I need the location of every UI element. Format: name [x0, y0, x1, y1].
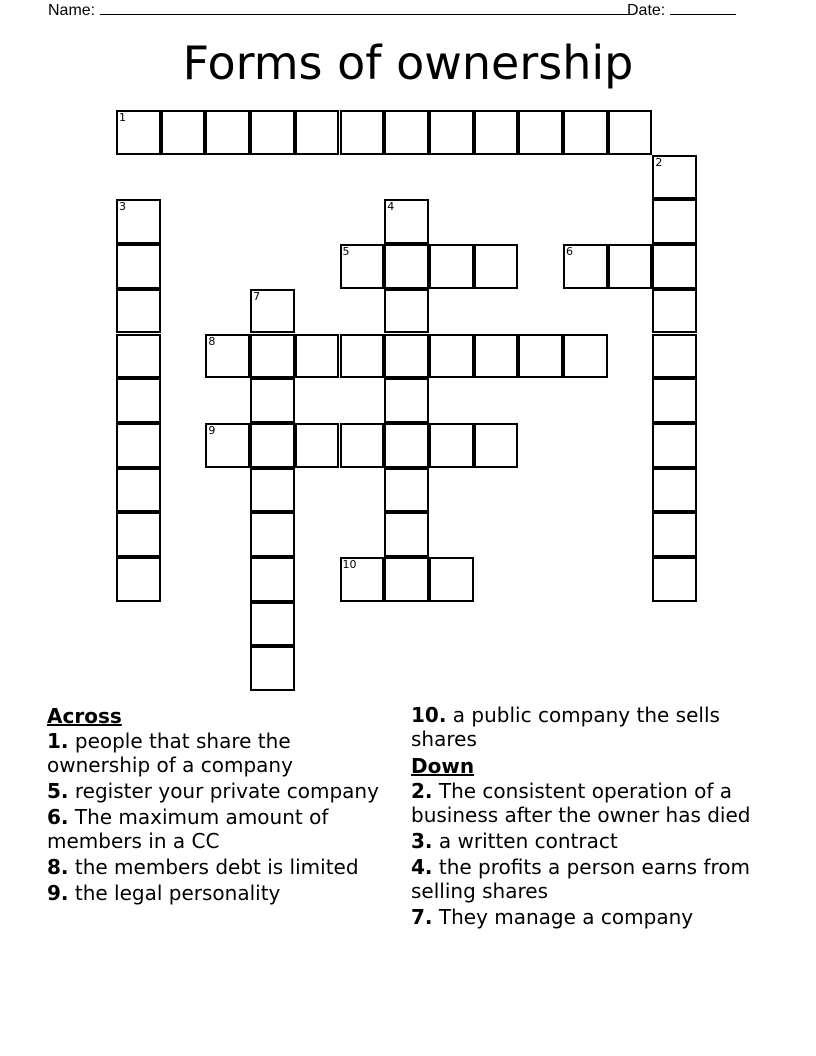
name-line[interactable]	[100, 0, 632, 15]
grid-cell[interactable]	[250, 512, 295, 557]
clue-num: 10.	[411, 703, 447, 727]
clue-num: 1.	[47, 729, 69, 753]
grid-cell[interactable]	[116, 423, 161, 468]
page-title: Forms of ownership	[182, 36, 634, 90]
clue-text: The maximum amount of members in a CC	[47, 805, 329, 853]
grid-cell[interactable]	[250, 423, 295, 468]
grid-cell[interactable]	[295, 423, 340, 468]
clue-text: They manage a company	[438, 905, 694, 929]
clue-num: 6.	[47, 805, 69, 829]
clue-number: 9	[208, 423, 216, 437]
grid-cell[interactable]	[250, 468, 295, 513]
clue-num: 4.	[411, 855, 433, 879]
grid-cell[interactable]	[652, 199, 697, 244]
grid-cell[interactable]	[429, 557, 474, 602]
grid-cell[interactable]	[518, 110, 563, 155]
clue-text: the members debt is limited	[74, 855, 359, 879]
grid-cell[interactable]	[295, 334, 340, 379]
grid-cell[interactable]	[652, 289, 697, 334]
grid-cell[interactable]	[429, 423, 474, 468]
grid-cell[interactable]	[250, 602, 295, 647]
name-field[interactable]	[48, 0, 632, 20]
grid-cell[interactable]	[116, 199, 161, 244]
grid-cell[interactable]	[652, 244, 697, 289]
grid-cell[interactable]	[429, 244, 474, 289]
grid-cell[interactable]	[384, 468, 429, 513]
grid-cell[interactable]	[608, 110, 653, 155]
grid-cell[interactable]	[340, 334, 385, 379]
clue	[411, 703, 756, 751]
grid-cell[interactable]	[474, 244, 519, 289]
clue	[411, 829, 756, 853]
date-line[interactable]	[670, 0, 736, 15]
grid-cell[interactable]	[384, 334, 429, 379]
grid-cell[interactable]	[205, 423, 250, 468]
grid-cell[interactable]	[250, 334, 295, 379]
down-heading: Down	[411, 754, 475, 778]
clue-number: 7	[253, 289, 261, 303]
clue-number: 5	[342, 245, 350, 259]
clue-number: 10	[342, 558, 357, 571]
grid-cell[interactable]	[384, 512, 429, 557]
grid-cell[interactable]	[563, 244, 608, 289]
grid-cell[interactable]	[116, 244, 161, 289]
clue-text: register your private company	[74, 779, 379, 803]
grid-cell[interactable]	[340, 423, 385, 468]
grid-cell[interactable]	[474, 334, 519, 379]
clue-text: people that share the ownership of a company	[47, 729, 293, 777]
clue-text: the profits a person earns from selling shares	[411, 855, 750, 903]
grid-cell[interactable]	[340, 244, 385, 289]
grid-cell[interactable]	[652, 334, 697, 379]
grid-cell[interactable]	[563, 110, 608, 155]
grid-cell[interactable]	[652, 557, 697, 602]
grid-cell[interactable]	[116, 557, 161, 602]
grid-cell[interactable]	[250, 289, 295, 334]
grid-cell[interactable]	[205, 334, 250, 379]
clue	[411, 905, 756, 929]
grid-cell[interactable]	[608, 244, 653, 289]
grid-cell[interactable]	[250, 557, 295, 602]
clue-number: 1	[119, 111, 126, 124]
grid-cell[interactable]	[340, 557, 385, 602]
grid-cell[interactable]	[116, 468, 161, 513]
grid-cell[interactable]	[652, 378, 697, 423]
across-clues	[47, 703, 392, 907]
date-label: Date:	[627, 2, 666, 19]
clue	[47, 779, 392, 803]
clue-num: 3.	[411, 829, 433, 853]
clue-num: 7.	[411, 905, 433, 929]
clue	[411, 855, 756, 903]
clue	[47, 855, 392, 879]
name-label: Name:	[48, 2, 96, 19]
grid-cell[interactable]	[652, 512, 697, 557]
grid-cell[interactable]	[652, 155, 697, 200]
grid-cell[interactable]	[116, 512, 161, 557]
grid-cell[interactable]	[384, 557, 429, 602]
grid-cell[interactable]	[652, 468, 697, 513]
clue	[411, 779, 756, 827]
grid-cell[interactable]	[116, 334, 161, 379]
grid-cell[interactable]	[116, 110, 161, 155]
grid-cell[interactable]	[384, 110, 429, 155]
clue-num: 9.	[47, 881, 69, 905]
grid-cell[interactable]	[474, 423, 519, 468]
clue-number: 3	[119, 200, 126, 214]
date-field[interactable]	[627, 0, 736, 20]
grid-cell[interactable]	[384, 199, 429, 244]
clue-text: a written contract	[438, 829, 618, 853]
grid-cell[interactable]	[205, 110, 250, 155]
grid-cell[interactable]	[250, 646, 295, 691]
clue	[47, 729, 392, 777]
grid-cell[interactable]	[384, 423, 429, 468]
grid-cell[interactable]	[116, 378, 161, 423]
across-heading: Across	[47, 704, 122, 728]
grid-cell[interactable]	[563, 334, 608, 379]
grid-cell[interactable]	[161, 110, 206, 155]
clue-number: 2	[655, 155, 663, 169]
clue-text: a public company the sells shares	[411, 703, 720, 751]
down-clues-column	[411, 703, 756, 931]
grid-cell[interactable]	[250, 110, 295, 155]
clue-number: 6	[566, 245, 573, 259]
grid-cell[interactable]	[652, 423, 697, 468]
clue-text: The consistent operation of a business after the owner has died	[411, 779, 751, 827]
clue-number: 8	[208, 334, 216, 348]
grid-cell[interactable]	[518, 334, 563, 379]
grid-cell[interactable]	[340, 110, 385, 155]
grid-cell[interactable]	[429, 334, 474, 379]
clue-num: 2.	[411, 779, 433, 803]
grid-cell[interactable]	[295, 110, 340, 155]
grid-cell[interactable]	[384, 244, 429, 289]
grid-cell[interactable]	[474, 110, 519, 155]
clue	[47, 881, 392, 905]
clue	[47, 805, 392, 853]
grid-cell[interactable]	[384, 289, 429, 334]
clue-text: the legal personality	[74, 881, 281, 905]
grid-cell[interactable]	[429, 110, 474, 155]
clue-number: 4	[387, 200, 395, 214]
clue-num: 5.	[47, 779, 69, 803]
grid-cell[interactable]	[384, 378, 429, 423]
grid-cell[interactable]	[250, 378, 295, 423]
clue-num: 8.	[47, 855, 69, 879]
grid-cell[interactable]	[116, 289, 161, 334]
